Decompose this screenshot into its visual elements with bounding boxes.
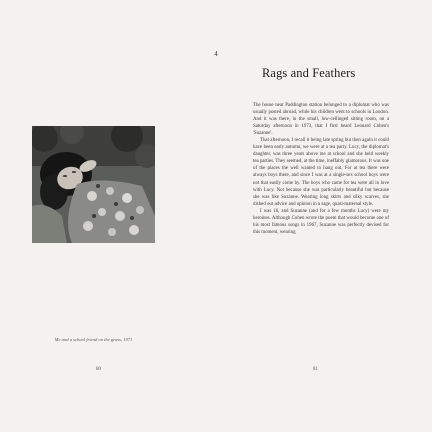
photograph <box>32 126 155 243</box>
body-text <box>253 102 389 236</box>
chapter-title: Rags and Feathers <box>262 66 356 80</box>
paragraph: I was 16, and Suzanne (and for a few months Lucy) were my heroines. Although Cohen wrote the poem that would become one of his most famous songs in 1967, Suzanne was perfectly devised for this moment, wearing <box>253 208 389 235</box>
photo-illustration <box>32 126 155 243</box>
photo-caption: Me and a school friend on the grass, 1971 <box>54 337 133 342</box>
page-number-right: 81 <box>313 367 318 372</box>
paragraph: That afternoon, I recall it being late spring but then again it could have been early autumn, we were at a tea party. Lucy, the diplomat's daughter, was three years above me at school and she held weekly tea parties. They seemed, at the time, ineffably glamorous. It was one of the places the well wanted to hang out. For at tea there were always boys there, and since I was at a single-sex school boys were not that easily come by. The boys who came for tea were all in love with Lucy. Not because she was particularly beautiful but because she was like Suzanne. Wearing long skirts and silky scarves, she dished out advice and opinion in a sage, quasi-maternal style. <box>253 138 389 207</box>
page-number-left: 80 <box>96 367 101 372</box>
chapter-number: 4 <box>214 50 218 58</box>
paragraph: The house near Paddington station belonged to a diplomat who was usually posted abroad, while his children went to schools in London. And it was there, in the small, low-ceilinged sitting room, on a Saturday afternoon in 1973, that I first heard Leonard Cohen's 'Suzanne'. <box>253 103 389 137</box>
